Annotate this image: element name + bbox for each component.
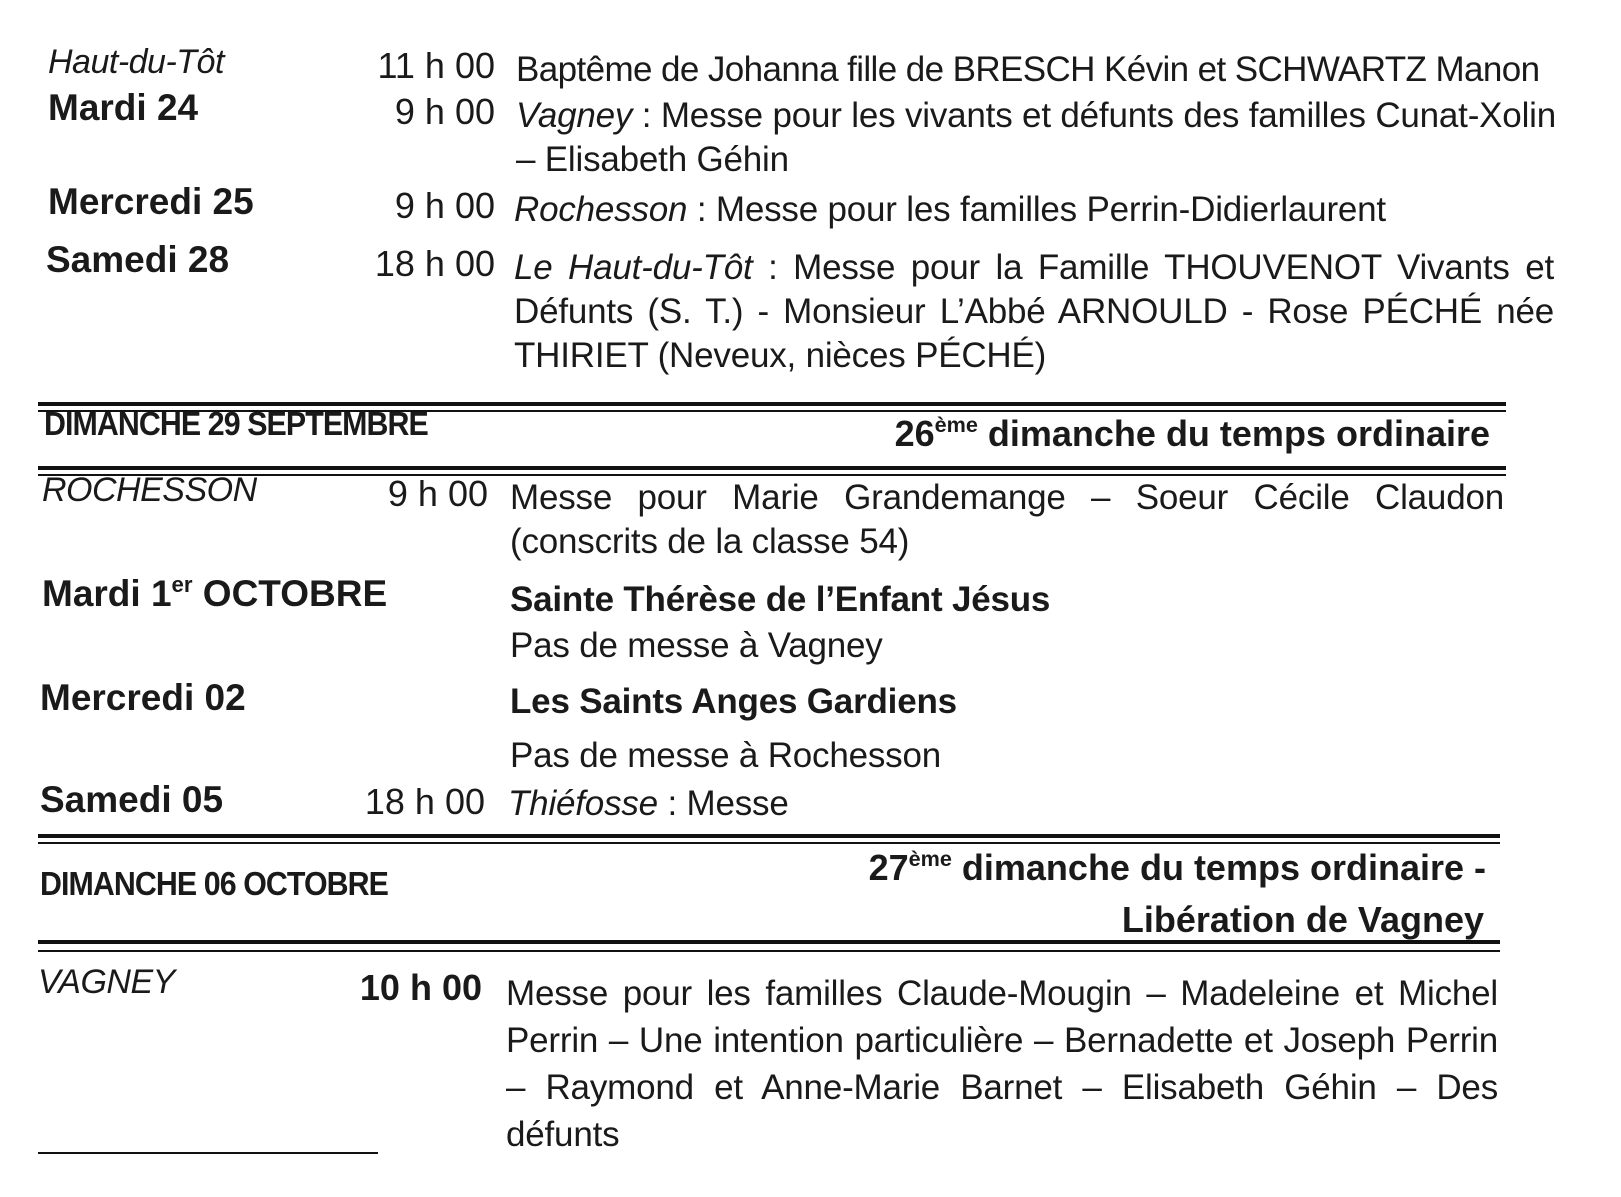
- entry-text: Messe: [686, 784, 789, 823]
- sunday-header-subtitle-line1: [600, 846, 1486, 890]
- divider: [38, 1152, 378, 1154]
- divider: [38, 834, 1500, 838]
- entry-text: Messe pour les familles Perrin-Didierlaurent: [715, 190, 1386, 229]
- location-rochesson: ROCHESSON: [42, 471, 257, 509]
- entry-samedi-28: [514, 246, 1554, 378]
- divider: [38, 842, 1500, 844]
- time-900-mercredi: 9 h 00: [394, 185, 495, 226]
- sep: :: [632, 96, 661, 135]
- time-900-mardi: 9 h 00: [394, 91, 495, 132]
- sep: :: [657, 784, 687, 823]
- divider: [38, 950, 1500, 952]
- location-haut-du-tot: Haut-du-Tôt: [48, 43, 224, 81]
- sep: :: [752, 248, 794, 287]
- day-samedi-05: Samedi 05: [40, 779, 224, 820]
- entry-mardi-24: [516, 94, 1556, 182]
- time-900-rochesson: 9 h 00: [387, 473, 488, 514]
- subtitle-text: dimanche du temps ordinaire: [977, 413, 1490, 454]
- place-rochesson: Rochesson: [514, 190, 688, 229]
- place-le-haut-du-tot: Le Haut-du-Tôt: [514, 248, 753, 287]
- day-text: Mardi 1: [42, 573, 172, 614]
- place-thiefosse: Thiéfosse: [508, 784, 658, 823]
- entry-samedi-05: [508, 782, 789, 826]
- month-text: OCTOBRE: [192, 573, 388, 614]
- sunday-header-subtitle: [700, 412, 1490, 456]
- sunday-header-subtitle-line2: Libération de Vagney: [1121, 899, 1484, 940]
- day-mardi-1er-octobre: [42, 572, 387, 616]
- sep: :: [687, 190, 716, 229]
- ordinal-suffix: ème: [908, 846, 952, 871]
- place-vagney: Vagney: [516, 96, 633, 135]
- sunday-header-title: DIMANCHE 29 SEPTEMBRE: [44, 405, 428, 442]
- feast-sainte-therese: Sainte Thérèse de l’Enfant Jésus: [510, 580, 1051, 619]
- time-1800-samedi-05: 18 h 00: [364, 781, 485, 822]
- ordinal-number: 27: [868, 847, 909, 888]
- ordinal-number: 26: [894, 413, 935, 454]
- time-1100: 11 h 00: [377, 45, 495, 86]
- feast-saints-anges: Les Saints Anges Gardiens: [510, 682, 957, 721]
- ordinal-suffix: er: [171, 572, 193, 597]
- time-1800-samedi: 18 h 00: [374, 243, 495, 284]
- location-vagney: VAGNEY: [38, 963, 175, 1001]
- divider: [38, 466, 1506, 470]
- entry-vagney: Messe pour les familles Claude-Mougin – Madeleine et Michel Perrin – Une intention particulière – Bernadette et Joseph Perrin – Raymond et Anne-Marie Barnet – Elisabeth Géhin – Des défunts: [506, 974, 1498, 1154]
- note-pas-de-messe-rochesson: Pas de messe à Rochesson: [510, 736, 941, 775]
- entry-bapteme: Baptême de Johanna fille de BRESCH Kévin et SCHWARTZ Manon: [516, 50, 1540, 89]
- day-mardi-24: Mardi 24: [48, 87, 199, 128]
- time-1000-vagney: 10 h 00: [359, 967, 482, 1008]
- day-samedi-28: Samedi 28: [46, 239, 230, 280]
- divider: [38, 940, 1500, 944]
- day-mercredi-25: Mercredi 25: [48, 181, 254, 222]
- entry-rochesson: Messe pour Marie Grandemange – Soeur Cécile Claudon (conscrits de la classe 54): [510, 478, 1504, 561]
- entry-text: Messe pour la Famille THOUVENOT Vivants et Défunts (S. T.) - Monsieur L’Abbé ARNOULD - Rose PÉCHÉ née THIRIET (Neveux, nièces PÉCHÉ): [514, 248, 1554, 375]
- entry-text: Messe pour les vivants et défunts des familles Cunat-Xolin – Elisabeth Géhin: [516, 96, 1556, 179]
- day-mercredi-02: Mercredi 02: [40, 677, 246, 718]
- sunday-header-title: DIMANCHE 06 OCTOBRE: [40, 865, 389, 902]
- entry-mercredi-25: [514, 188, 1386, 232]
- ordinal-suffix: ème: [934, 412, 978, 437]
- subtitle-text: dimanche du temps ordinaire -: [951, 847, 1486, 888]
- note-pas-de-messe-vagney: Pas de messe à Vagney: [510, 626, 883, 665]
